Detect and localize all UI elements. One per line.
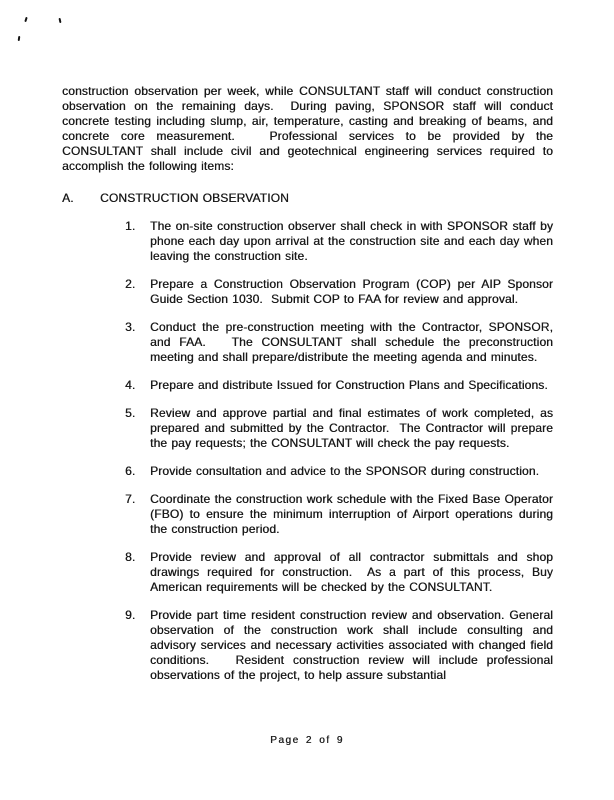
section-heading xyxy=(62,191,553,206)
item-text: Provide review and approval of all contractor submittals and shop drawings required for construction. As a part of this process, Buy American requirements will be checked by the CONSULTANT. xyxy=(150,550,558,594)
item-number: 9. xyxy=(125,608,136,622)
list-item-6 xyxy=(62,464,553,479)
item-number: 8. xyxy=(125,550,136,564)
item-text: Provide consultation and advice to the SPONSOR during construction. xyxy=(150,464,540,478)
item-number: 4. xyxy=(125,378,136,392)
item-text: Prepare and distribute Issued for Construction Plans and Specifications. xyxy=(150,378,548,392)
item-number: 5. xyxy=(125,406,136,420)
section-label: A. xyxy=(62,191,74,205)
item-text: Coordinate the construction work schedule with the Fixed Base Operator (FBO) to ensure the minimum interruption of Airport operations during the construction period. xyxy=(150,492,558,536)
item-text: Provide part time resident construction review and observation. General observation of the construction work shall include consulting and advisory services and necessary activities associated with changed field conditions. Resident construction review will include professional observations of the project, to help assure substantial xyxy=(150,608,558,682)
item-number: 3. xyxy=(125,320,136,334)
list-item-4 xyxy=(62,378,553,393)
item-number: 6. xyxy=(125,464,136,478)
scan-mark-icon xyxy=(59,18,62,23)
list-item-2 xyxy=(62,277,558,307)
list-item-1 xyxy=(62,219,558,264)
list-item-5 xyxy=(62,406,558,451)
page-footer: Page 2 of 9 xyxy=(270,735,344,746)
item-text: Review and approve partial and final estimates of work completed, as prepared and submitted by the Contractor. The Contractor will prepare the pay requests; the CONSULTANT will check the pay requests. xyxy=(150,406,558,450)
item-text: Prepare a Construction Observation Program (COP) per AIP Sponsor Guide Section 1030. Submit COP to FAA for review and approval. xyxy=(150,277,558,306)
list-item-9 xyxy=(62,608,558,683)
list-item-7 xyxy=(62,492,558,537)
page-content xyxy=(62,84,558,683)
list-item-8 xyxy=(62,550,558,595)
item-number: 2. xyxy=(125,277,136,291)
item-text: Conduct the pre-construction meeting with the Contractor, SPONSOR, and FAA. The CONSULTANT shall schedule the preconstruction meeting and shall prepare/distribute the meeting agenda and minutes. xyxy=(150,320,558,364)
scan-mark-icon xyxy=(24,17,27,22)
item-number: 7. xyxy=(125,492,136,506)
list-item-3 xyxy=(62,320,558,365)
item-text: The on-site construction observer shall check in with SPONSOR staff by phone each day upon arrival at the construction site and each day when leaving the construction site. xyxy=(150,219,558,263)
intro-paragraph: construction observation per week, while CONSULTANT staff will conduct construction observation on the remaining days. During paving, SPONSOR staff will conduct concrete testing including slump, air, temperature, casting and breaking of beams, and concrete core measurement. Professional services to be provided by the CONSULTANT shall include civil and geotechnical engineering services required to accomplish the following items: xyxy=(62,84,558,173)
item-number: 1. xyxy=(125,219,136,233)
section-title: CONSTRUCTION OBSERVATION xyxy=(100,191,289,205)
scan-mark-icon xyxy=(18,36,21,41)
